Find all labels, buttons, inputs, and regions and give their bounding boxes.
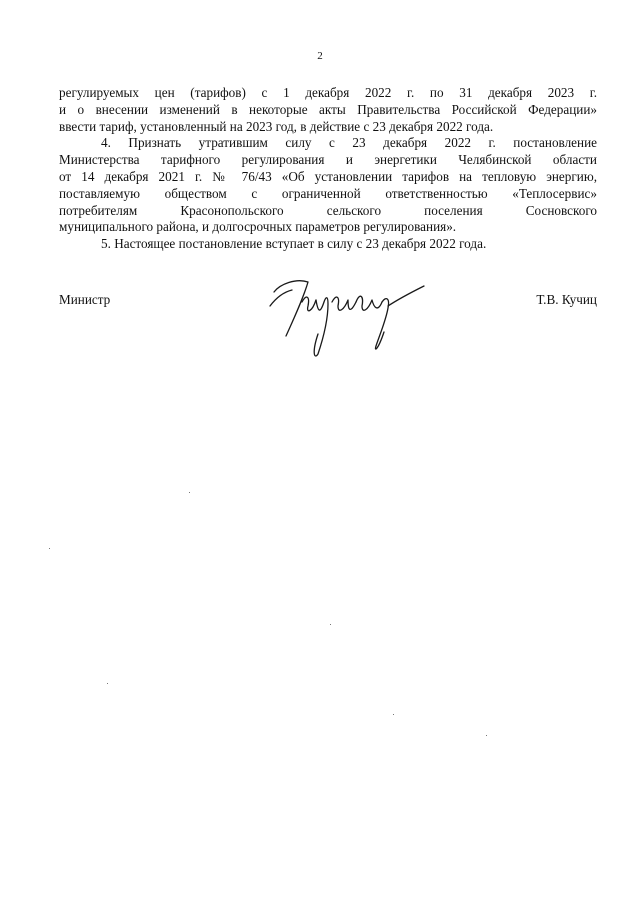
text-line: муниципального района, и долгосрочных параметров регулирования». <box>59 219 457 235</box>
signer-name: Т.В. Кучиц <box>536 292 597 307</box>
scan-speck <box>189 492 190 493</box>
text-line: 5. Настоящее постановление вступает в силу с 23 декабря 2022 года. <box>101 236 487 252</box>
scan-speck <box>393 714 394 715</box>
text-line: 4. Признать утратившим силу с 23 декабря 2022 г. постановление <box>101 135 597 151</box>
text-line: от 14 декабря 2021 г. № 76/43 «Об установлении тарифов на тепловую энергию, <box>59 168 597 184</box>
text-line: регулируемых цен (тарифов) с 1 декабря 2022 г. по 31 декабря 2023 г. <box>59 85 597 100</box>
text-line: ввести тариф, установленный на 2023 год, в действие с 23 декабря 2022 года. <box>59 118 494 134</box>
position-title: Министр <box>59 292 111 307</box>
text-line: и о внесении изменений в некоторые акты Правительства Российской Федерации» <box>59 101 597 117</box>
scan-speck <box>107 683 108 684</box>
scan-speck <box>486 735 487 736</box>
scan-speck <box>49 548 50 549</box>
handwritten-signature <box>262 262 432 362</box>
text-line: поставляемую обществом с ограниченной ответственностью «Теплосервис» <box>59 185 597 201</box>
page-number: 2 <box>317 50 323 62</box>
scan-speck <box>330 624 331 625</box>
text-line: потребителям Красонопольского сельского поселения Сосновского <box>59 202 597 218</box>
document-body <box>59 85 597 253</box>
text-line: Министерства тарифного регулирования и энергетики Челябинской области <box>59 152 597 168</box>
